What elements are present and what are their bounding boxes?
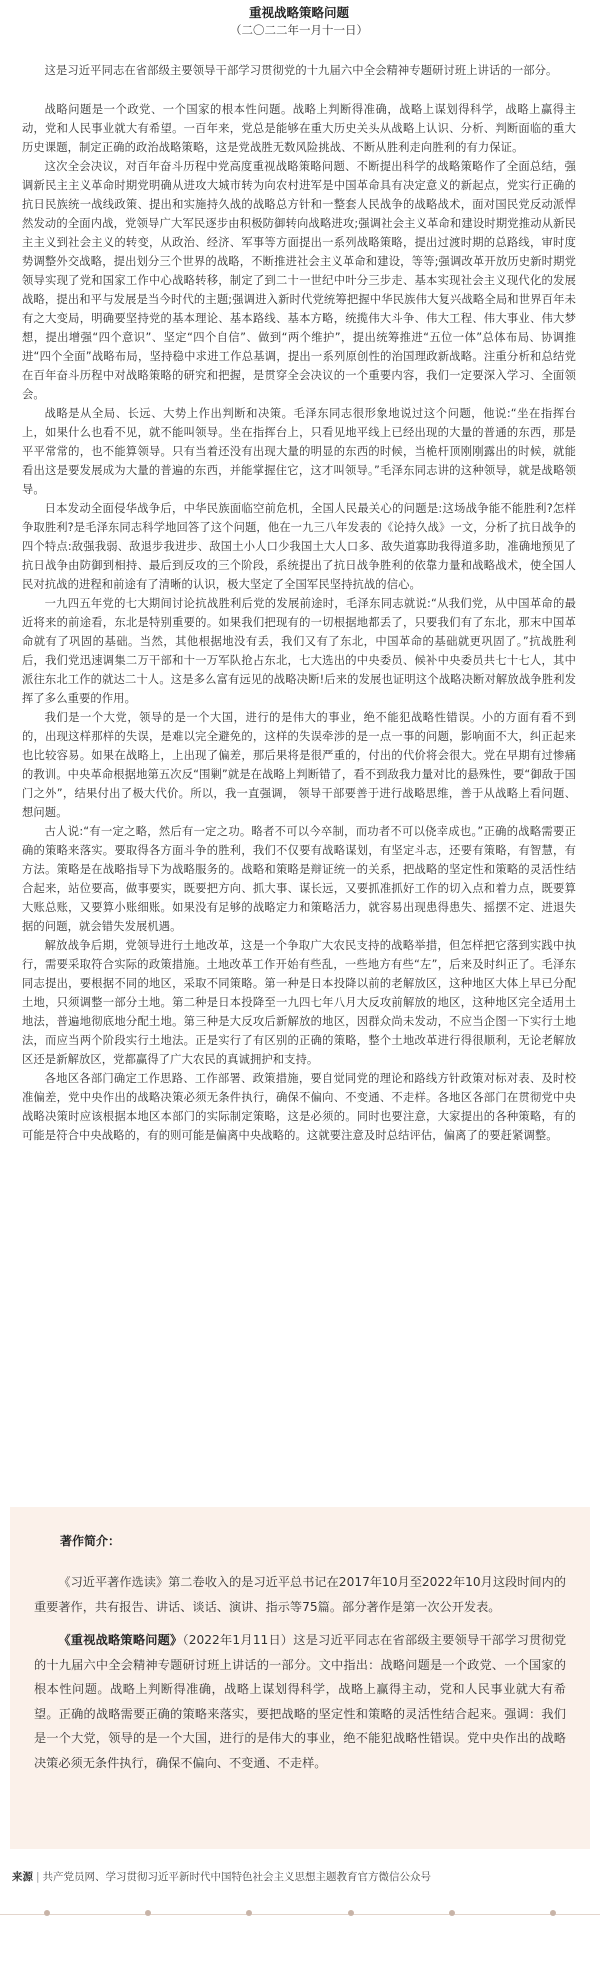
article-paragraph: 解放战争后期，党领导进行土地改革，这是一个争取广大农民支持的战略举措，但怎样把它落到实践中执行，需要采取符合实际的政策措施。土地改革工作开始有些乱，一些地方有些“左”，后来及时纠正了。毛泽东同志提出，要根据不同的地区，采取不同策略。第一种是日本投降以前的老解放区，这种地区大体上早已分配土地，只须调整一部分土地。第二种是日本投降至一九四七年八月大反攻前解放的地区，这种地区完全适用土地法，普遍地彻底地分配土地。第三种是大反攻后新解放的地区，因群众尚未发动，不应当企图一下实行土地法，而应当两个阶段实行土地法。正是实行了有区别的正确的策略，整个土地改革进行得很顺利，无论老解放区还是新解放区，党都赢得了广大农民的真诚拥护和支持。: [22, 939, 576, 1066]
source-label: 来源: [12, 1871, 33, 1883]
article-date: （二〇二二年一月十一日）: [230, 23, 368, 37]
intro-paragraph: 《习近平著作选读》第二卷收入的是习近平总书记在2017年10月至2022年10月这段时间内的重要著作，共有报告、讲话、谈话、演讲、指示等75篇。部分著作是第一次公开发表。: [34, 1575, 566, 1614]
article-paragraph: 日本发动全面侵华战争后，中华民族面临空前危机，全国人民最关心的问题是:这场战争能不能胜利?怎样争取胜利?是毛泽东同志科学地回答了这个问题，他在一九三八年发表的《论持久战》一文，分析了抗日战争的四个特点:敌强我弱、敌退步我进步、敌国土小人口少我国土大人口多、敌失道寡助我得道多助，准确地预见了抗日战争由防御到相持、最后到反攻的三个阶段，系统提出了抗日战争胜利的依靠力量和战略战术，使全国人民对抗战的进程和前途有了清晰的认识，极大坚定了全国军民坚持抗战的信心。: [22, 502, 576, 591]
intro-work-title: 《重视战略策略问题》: [58, 1633, 183, 1647]
article-paragraph: 战略是从全局、长远、大势上作出判断和决策。毛泽东同志很形象地说过这个问题，他说:“坐在指挥台上，如果什么也看不见，就不能叫领导。坐在指挥台上，只看见地平线上已经出现的大量的普通的东西，那是平平常常的，也不能算领导。只有当着还没有出现大量的明显的东西的时候，当桅杆顶刚刚露出的时候，就能看出这是要发展成为大量的普遍的东西，并能掌握住它，这才叫领导。”毛泽东同志讲的这种领导，就是战略领导。: [22, 407, 576, 496]
source-separator: |: [36, 1871, 40, 1883]
article-paragraph: 这是习近平同志在省部级主要领导干部学习贯彻党的十九届六中全会精神专题研讨班上讲话的一部分。: [44, 64, 558, 77]
article-paragraph: 战略问题是一个政党、一个国家的根本性问题。战略上判断得准确，战略上谋划得科学，战略上赢得主动，党和人民事业就大有希望。一百年来，党总是能够在重大历史关头从战略上认识、分析、判断面临的重大历史课题，制定正确的政治战略策略，这是党战胜无数风险挑战、不断从胜利走向胜利的有力保证。: [22, 103, 576, 154]
intro-box: [10, 1507, 590, 1849]
article-title: 重视战略策略问题: [248, 5, 349, 20]
intro-heading: 著作简介：: [60, 1534, 121, 1548]
source-line: [12, 1869, 431, 1885]
intro-work-summary: （2022年1月11日）这是习近平同志在省部级主要领导干部学习贯彻党的十九届六中全会精神专题研讨班上讲话的一部分。文中指出：战略问题是一个政党、一个国家的根本性问题。战略上判断得准确，战略上谋划得科学，战略上赢得主动，党和人民事业就大有希望。正确的战略需要正确的策略来落实，要把战略的坚定性和策略的灵活性结合起来。强调：我们是一个大党，领导的是一个大国，进行的是伟大的事业，绝不能犯战略性错误。党中央作出的战略决策必须无条件执行，确保不偏向、不变通、不走样。: [34, 1633, 567, 1770]
divider-dot-icon: [348, 1910, 354, 1916]
article-paragraph: 各地区各部门确定工作思路、工作部署、政策措施，要自觉同党的理论和路线方针政策对标对表、及时校准偏差，党中央作出的战略决策必须无条件执行，确保不偏向、不变通、不走样。各地区各部门在贯彻党中央战略决策时应该根据本地区本部门的实际制定策略，这是必须的。同时也要注意，大家提出的各种策略，有的可能是符合中央战略的，有的则可能是偏离中央战略的。这就要注意及时总结评估，偏离了的要赶紧调整。: [22, 1072, 576, 1142]
article-paragraph: 古人说:“有一定之略，然后有一定之功。略者不可以今卒制，而功者不可以侥幸成也。”正确的战略需要正确的策略来落实。要取得各方面斗争的胜利，我们不仅要有战略谋划，有坚定斗志，还要有策略，有智慧，有方法。策略是在战略指导下为战略服务的。战略和策略是辩证统一的关系，把战略的坚定性和策略的灵活性结合起来，站位要高，做事要实，既要把方向、抓大事、谋长远，又要抓准抓好工作的切入点和着力点，既要算大账总账，又要算小账细账。如果没有足够的战略定力和策略活力，就容易出现患得患失、摇摆不定、进退失据的问题，就会错失发展机遇。: [22, 825, 576, 933]
divider-dot-icon: [449, 1910, 455, 1916]
divider-dot-icon: [246, 1910, 252, 1916]
article-paragraph: 这次全会决议，对百年奋斗历程中党高度重视战略策略问题、不断提出科学的战略策略作了全面总结，强调新民主主义革命时期党明确从进攻大城市转为向农村进军是中国革命具有决定意义的新起点，党实行正确的抗日民族统一战线政策、提出和实施持久战的战略总方针和一整套人民战争的战略战术，面对国民党反动派悍然发动的全面内战，党领导广大军民逐步由积极防御转向战略进攻;强调社会主义革命和建设时期党推动从新民主主义到社会主义的转变，从政治、经济、军事等方面提出一系列战略策略，提出过渡时期的总路线，审时度势调整外交战略，提出划分三个世界的战略，不断推进社会主义革命和建设，等等;强调改革开放历史新时期党领导实现了党和国家工作中心战略转移，制定了到二十一世纪中叶分三步走、基本实现社会主义现代化的发展战略，提出和平与发展是当今时代的主题;强调进入新时代党统筹把握中华民族伟大复兴战略全局和世界百年未有之大变局，明确要坚持党的基本理论、基本路线、基本方略，统揽伟大斗争、伟大工程、伟大事业、伟大梦想，提出增强“四个意识”、坚定“四个自信”、做到“两个维护”，提出统筹推进“五位一体”总体布局、协调推进“四个全面”战略布局，坚持稳中求进工作总基调，提出一系列原创性的治国理政新战略。注重分析和总结党在百年奋斗历程中对战略策略的研究和把握，是贯穿全会决议的一个重要内容，我们一定要深入学习、全面领会。: [22, 160, 576, 401]
divider-dot-icon: [145, 1910, 151, 1916]
divider-dot-icon: [44, 1910, 50, 1916]
source-text: 共产党员网、学习贯彻习近平新时代中国特色社会主义思想主题教育官方微信公众号: [42, 1871, 432, 1883]
divider-dot-icon: [550, 1910, 556, 1916]
intro-paragraph: [34, 1628, 566, 1775]
divider-dots: [0, 1910, 600, 1916]
footer-divider: [0, 1913, 600, 1915]
article-paragraph: 一九四五年党的七大期间讨论抗战胜利后党的发展前途时，毛泽东同志就说:“从我们党，从中国革命的最近将来的前途看，东北是特别重要的。如果我们把现有的一切根据地都丢了，只要我们有了东北，那末中国革命就有了巩固的基础。当然，其他根据地没有丢，我们又有了东北，中国革命的基础就更巩固了。”抗战胜利后，我们党迅速调集二万干部和十一万军队抢占东北，七大选出的中央委员、候补中央委员共七十七人，其中派往东北工作的就达二十人。这是多么富有远见的战略决断!后来的发展也证明这个战略决断对解放战争胜利发挥了多么重要的作用。: [22, 597, 576, 705]
article-paragraph: 我们是一个大党，领导的是一个大国，进行的是伟大的事业，绝不能犯战略性错误。小的方面有看不到的，出现这样那样的失误，是难以完全避免的，这样的失误牵涉的是一点一事的问题，影响面不大，纠正起来也比较容易。如果在战略上，上出现了偏差，那后果将是很严重的，付出的代价将会很大。党在早期有过惨痛的教训。中央革命根据地第五次反“围剿”就是在战略上判断错了，看不到敌我力量对比的悬殊性，要“御敌于国门之外”，结果付出了极大代价。所以，我一直强调， 领导干部要善于进行战略思维，善于从战略上看问题、想问题。: [22, 711, 576, 819]
